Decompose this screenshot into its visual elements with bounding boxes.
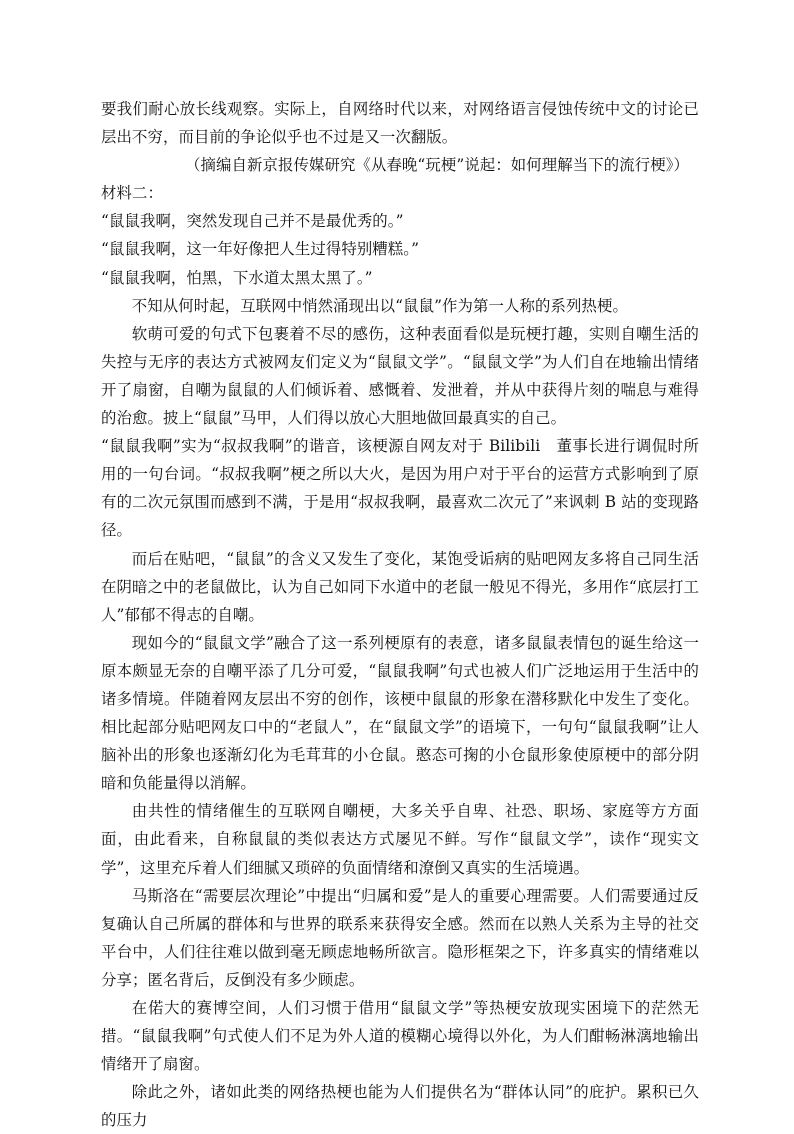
body-paragraph: “鼠鼠我啊”实为“叔叔我啊”的谐音，该梗源自网友对于 Bilibili 董事长进行调侃时所用的一句台词。“叔叔我啊”梗之所以大火，是因为用户对于平台的运营方式影响到了原有的二次元氛围而感到不满，于是用“叔叔我啊，最喜欢二次元了”来讽刺 B 站的变现路径。: [101, 437, 699, 540]
body-paragraph: 除此之外，诸如此类的网络热梗也能为人们提供名为“群体认同”的庇护。累积已久的压力: [101, 1083, 699, 1130]
quote-line: “鼠鼠我啊，突然发现自己并不是最优秀的。”: [101, 212, 404, 231]
document-page: [101, 95, 699, 1134]
body-paragraph: 不知从何时起，互联网中悄然涌现出以“鼠鼠”作为第一人称的系列热梗。: [131, 296, 628, 315]
source-citation: （摘编自新京报传媒研究《从春晚“玩梗”说起：如何理解当下的流行梗》）: [185, 156, 689, 175]
intro-paragraph: 要我们耐心放长线观察。实际上，自网络时代以来，对网络语言侵蚀传统中文的讨论已层出不穷，而目前的争论似乎也不过是又一次翻版。: [101, 100, 699, 147]
quote-line: “鼠鼠我啊，怕黑，下水道太黑太黑了。”: [101, 268, 373, 287]
body-paragraph: 而后在贴吧，“鼠鼠”的含义又发生了变化，某饱受诟病的贴吧网友多将自己同生活在阴暗之中的老鼠做比，认为自己如同下水道中的老鼠一般见不得光，多用作“底层打工人”郁郁不得志的自嘲。: [101, 549, 699, 624]
body-paragraph: 由共性的情绪催生的互联网自嘲梗，大多关乎自卑、社恐、职场、家庭等方方面面，由此看来，自称鼠鼠的类似表达方式屡见不鲜。写作“鼠鼠文学”，读作“现实文学”，这里充斥着人们细腻又琐碎的负面情绪和潦倒又真实的生活境遇。: [101, 802, 699, 877]
body-paragraph: 现如今的“鼠鼠文学”融合了这一系列梗原有的表意，诸多鼠鼠表情包的诞生给这一原本颇显无奈的自嘲平添了几分可爱，“鼠鼠我啊”句式也被人们广泛地运用于生活中的诸多情境。伴随着网友层出不穷的创作，该梗中鼠鼠的形象在潜移默化中发生了变化。相比起部分贴吧网友口中的“老鼠人”，在“鼠鼠文学”的语境下，一句句“鼠鼠我啊”让人脑补出的形象也逐渐幻化为毛茸茸的小仓鼠。憨态可掬的小仓鼠形象使原梗中的部分阴暗和负能量得以消解。: [101, 633, 699, 793]
body-paragraph: 软萌可爱的句式下包裹着不尽的感伤，这种表面看似是玩梗打趣，实则自嘲生活的失控与无序的表达方式被网友们定义为“鼠鼠文学”。“鼠鼠文学”为人们自在地输出情绪开了扇窗，自嘲为鼠鼠的人们倾诉着、感慨着、发泄着，并从中获得片刻的喘息与难得的治愈。披上“鼠鼠”马甲，人们得以放心大胆地做回最真实的自己。: [101, 324, 699, 428]
quote-line: “鼠鼠我啊，这一年好像把人生过得特别糟糕。”: [101, 240, 420, 259]
body-paragraph: 马斯洛在“需要层次理论”中提出“归属和爱”是人的重要心理需要。人们需要通过反复确认自己所属的群体和与世界的联系来获得安全感。然而在以熟人关系为主导的社交平台中，人们往往难以做到毫无顾虑地畅所欲言。隐形框架之下，许多真实的情绪难以分享；匿名背后，反倒没有多少顾虑。: [101, 886, 699, 989]
body-paragraph: 在偌大的赛博空间，人们习惯于借用“鼠鼠文学”等热梗安放现实困境下的茫然无措。“鼠鼠我啊”句式使人们不足为外人道的模糊心境得以外化，为人们酣畅淋漓地输出情绪开了扇窗。: [101, 999, 699, 1074]
material-heading: 材料二：: [101, 184, 163, 203]
